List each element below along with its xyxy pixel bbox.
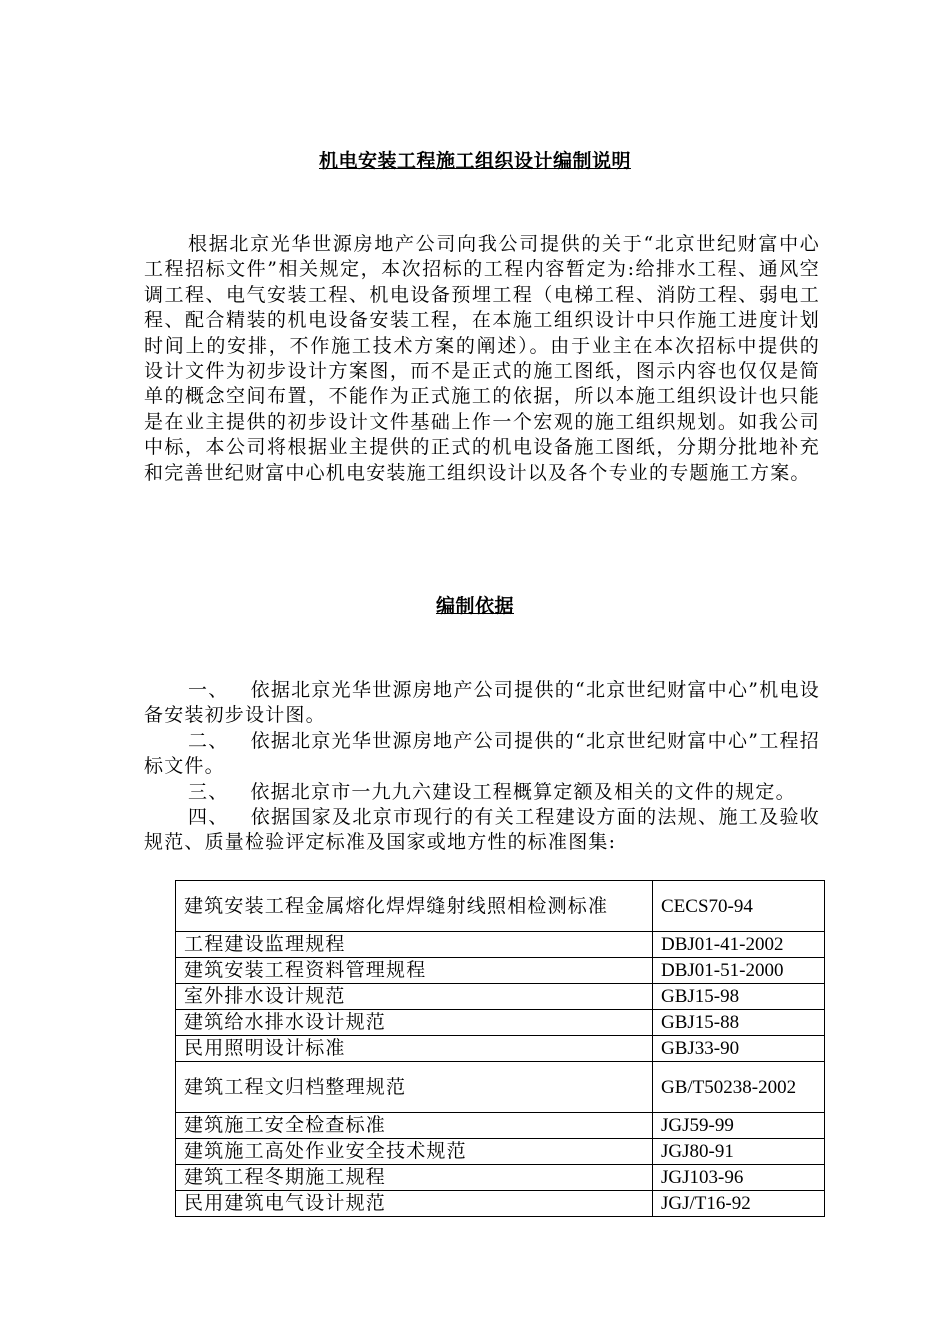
basis-item — [144, 780, 820, 805]
standard-code: JGJ103-96 — [653, 1165, 825, 1191]
standard-name: 建筑施工安全检查标准 — [176, 1113, 653, 1139]
basis-item-text: 依据北京光华世源房地产公司提供的“北京世纪财富中心”机电设备安装初步设计图。 — [144, 679, 820, 727]
standard-code: GBJ33-90 — [653, 1036, 825, 1062]
standard-name: 建筑工程冬期施工规程 — [176, 1165, 653, 1191]
document-title: 机电安装工程施工组织设计编制说明 — [318, 150, 631, 172]
table-row — [176, 1062, 825, 1113]
table-row — [176, 1165, 825, 1191]
table-row — [176, 1036, 825, 1062]
basis-item-number: 四、 — [188, 806, 229, 829]
table-row — [176, 932, 825, 958]
basis-item-text: 依据北京市一九九六建设工程概算定额及相关的文件的规定。 — [250, 780, 796, 803]
standard-name: 建筑工程文归档整理规范 — [176, 1062, 653, 1113]
table-row — [176, 881, 825, 932]
table-row — [176, 958, 825, 984]
standard-name: 民用照明设计标准 — [176, 1036, 653, 1062]
standard-code: GBJ15-98 — [653, 984, 825, 1010]
basis-item-number: 三、 — [188, 780, 229, 803]
table-row — [176, 1139, 825, 1165]
standards-table — [175, 880, 825, 1217]
basis-item — [144, 805, 820, 856]
basis-item — [144, 678, 820, 729]
standard-name: 建筑给水排水设计规范 — [176, 1010, 653, 1036]
standard-code: GBJ15-88 — [653, 1010, 825, 1036]
basis-item-number: 二、 — [188, 729, 229, 752]
basis-item — [144, 729, 820, 780]
standard-name: 民用建筑电气设计规范 — [176, 1191, 653, 1217]
table-row — [176, 1010, 825, 1036]
standard-code: CECS70-94 — [653, 881, 825, 932]
basis-item-text: 依据北京光华世源房地产公司提供的“北京世纪财富中心”工程招标文件。 — [144, 729, 820, 778]
basis-item-number: 一、 — [188, 679, 229, 701]
standard-code: DBJ01-51-2000 — [653, 958, 825, 984]
standard-code: JGJ/T16-92 — [653, 1191, 825, 1217]
standard-name: 室外排水设计规范 — [176, 984, 653, 1010]
table-row — [176, 1113, 825, 1139]
basis-list — [144, 678, 820, 856]
standard-code: GB/T50238-2002 — [653, 1062, 825, 1113]
standard-code: JGJ59-99 — [653, 1113, 825, 1139]
standard-name: 建筑施工高处作业安全技术规范 — [176, 1139, 653, 1165]
basis-section-title: 编制依据 — [435, 595, 514, 617]
standard-code: JGJ80-91 — [653, 1139, 825, 1165]
standard-name: 建筑安装工程金属熔化焊焊缝射线照相检测标准 — [176, 881, 653, 932]
standard-code: DBJ01-41-2002 — [653, 932, 825, 958]
intro-paragraph: 根据北京光华世源房地产公司向我公司提供的关于“北京世纪财富中心工程招标文件”相关规定，本次招标的工程内容暂定为:给排水工程、通风空调工程、电气安装工程、机电设备预埋工程（电梯工程、消防工程、弱电工程、配合精装的机电设备安装工程，在本施工组织设计中只作施工进度计划时间上的安排，不作施工技术方案的阐述）。由于业主在本次招标中提供的设计文件为初步设计方案图，而不是正式的施工图纸，图示内容也仅仅是简单的概念空间布置，不能作为正式施工的依据，所以本施工组织设计也只能是在业主提供的初步设计文件基础上作一个宏观的施工组织规划。如我公司中标，本公司将根据业主提供的正式的机电设备施工图纸，分期分批地补充和完善世纪财富中心机电安装施工组织设计以及各个专业的专题施工方案。 — [144, 233, 820, 484]
basis-item-text: 依据国家及北京市现行的有关工程建设方面的法规、施工及验收规范、质量检验评定标准及国家或地方性的标准图集: — [144, 806, 820, 854]
standard-name: 工程建设监理规程 — [176, 932, 653, 958]
standard-name: 建筑安装工程资料管理规程 — [176, 958, 653, 984]
table-row — [176, 1191, 825, 1217]
table-row — [176, 984, 825, 1010]
